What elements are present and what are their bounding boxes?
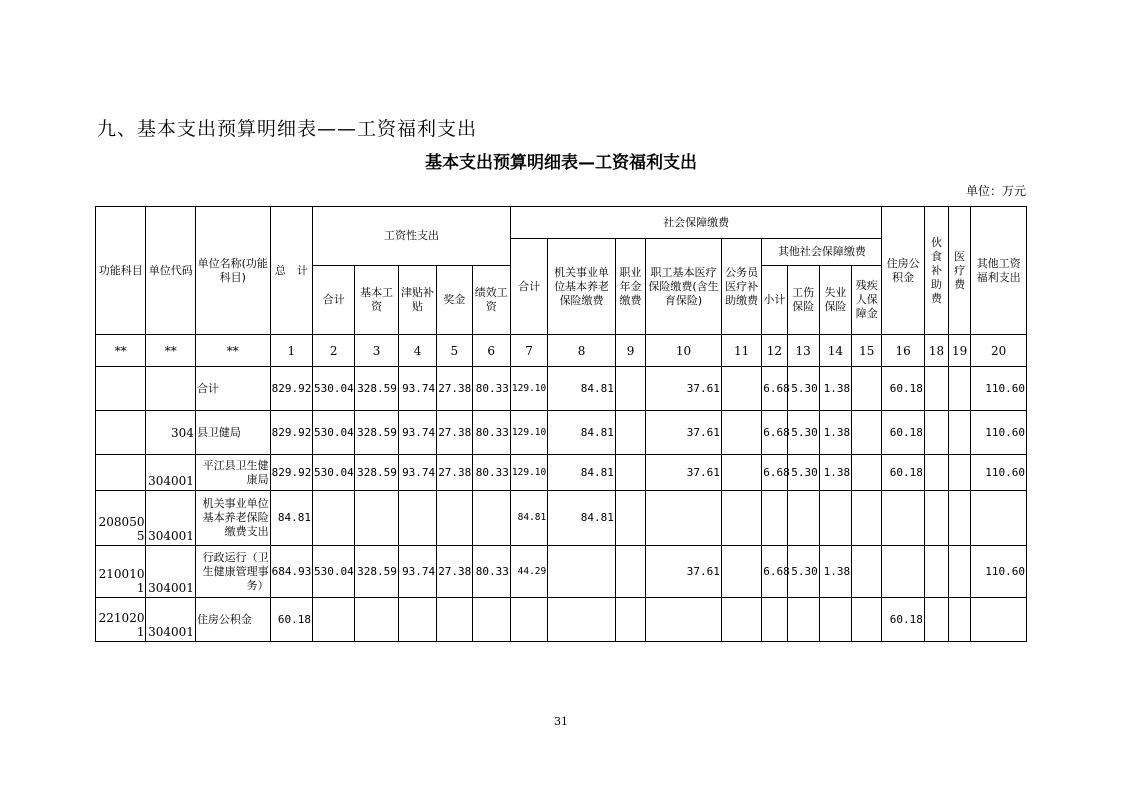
func-subject-cell (96, 455, 146, 491)
value-cell-meal (924, 598, 948, 642)
value-cell-medfee (949, 411, 971, 455)
value-cell-other-sub (762, 598, 787, 642)
value-cell-wage-total: 530.04 (313, 455, 355, 491)
value-cell-basic: 328.59 (355, 411, 398, 455)
value-cell-medfee (949, 367, 971, 411)
index-row (96, 335, 1027, 367)
value-cell-unemp (819, 598, 851, 642)
value-cell-disab (852, 546, 882, 598)
unit-code-cell (146, 367, 195, 411)
value-cell-pension: 84.81 (548, 491, 616, 546)
value-cell-other-sub: 6.68 (762, 546, 787, 598)
value-cell-allowance: 93.74 (398, 546, 436, 598)
value-cell-social-total: 129.10 (510, 411, 547, 455)
value-cell-allowance: 93.74 (398, 411, 436, 455)
value-cell-medfee (949, 598, 971, 642)
value-cell-medical: 37.61 (646, 546, 722, 598)
value-cell-annuity (615, 367, 645, 411)
unit-name-cell: 县卫健局 (195, 411, 270, 455)
value-cell-civil-med (721, 367, 761, 411)
value-cell-civil-med (721, 491, 761, 546)
value-cell-wage-total: 530.04 (313, 411, 355, 455)
value-cell-pension: 84.81 (548, 455, 616, 491)
unit-name-cell: 行政运行（卫生健康管理事务） (195, 546, 270, 598)
value-cell-bonus: 27.38 (437, 411, 472, 455)
unit-code-cell: 304001 (146, 546, 195, 598)
table-row (96, 455, 1027, 491)
value-cell-meal (924, 546, 948, 598)
header-bonus: 奖金 (437, 266, 472, 335)
table-row (96, 491, 1027, 546)
value-cell-housing: 60.18 (882, 367, 924, 411)
table-title: 基本支出预算明细表—工资福利支出 (425, 153, 697, 173)
value-cell-wage-total: 530.04 (313, 367, 355, 411)
value-cell-pension: 84.81 (548, 411, 616, 455)
value-cell-disab (852, 367, 882, 411)
value-cell-injury (787, 598, 819, 642)
value-cell-meal (924, 411, 948, 455)
index-cell: 18 (924, 335, 948, 367)
value-cell-unemp: 1.38 (819, 411, 851, 455)
index-cell: 14 (819, 335, 851, 367)
header-allowance: 津贴补贴 (398, 266, 436, 335)
header-medical: 职工基本医疗保险缴费(含生育保险) (646, 239, 722, 335)
value-cell-total: 60.18 (270, 598, 312, 642)
value-cell-pension (548, 546, 616, 598)
value-cell-meal (924, 455, 948, 491)
value-cell-disab (852, 491, 882, 546)
value-cell-housing: 60.18 (882, 598, 924, 642)
unit-code-cell: 304 (146, 411, 195, 455)
index-cell: 12 (762, 335, 787, 367)
value-cell-pension: 84.81 (548, 367, 616, 411)
value-cell-injury: 5.30 (787, 546, 819, 598)
value-cell-other-welfare (971, 491, 1027, 546)
value-cell-annuity (615, 455, 645, 491)
index-cell: 8 (548, 335, 616, 367)
table-row (96, 411, 1027, 455)
func-subject-cell (96, 367, 146, 411)
value-cell-disab (852, 455, 882, 491)
value-cell-perf (472, 598, 510, 642)
value-cell-annuity (615, 598, 645, 642)
header-unemployment: 失业保险 (819, 266, 851, 335)
value-cell-housing: 60.18 (882, 455, 924, 491)
value-cell-basic: 328.59 (355, 546, 398, 598)
value-cell-civil-med (721, 455, 761, 491)
unit-name-cell: 合计 (195, 367, 270, 411)
index-cell: 16 (882, 335, 924, 367)
unit-label: 单位：万元 (965, 184, 1026, 198)
value-cell-bonus: 27.38 (437, 455, 472, 491)
index-cell: 1 (270, 335, 312, 367)
value-cell-other-sub: 6.68 (762, 367, 787, 411)
value-cell-bonus: 27.38 (437, 546, 472, 598)
value-cell-bonus (437, 598, 472, 642)
value-cell-other-welfare: 110.60 (971, 411, 1027, 455)
value-cell-civil-med (721, 546, 761, 598)
header-pension: 机关事业单位基本养老保险缴费 (548, 239, 616, 335)
value-cell-basic: 328.59 (355, 367, 398, 411)
value-cell-injury: 5.30 (787, 411, 819, 455)
unit-code-cell: 304001 (146, 455, 195, 491)
value-cell-medfee (949, 491, 971, 546)
header-meal-subsidy: 伙食补助费 (924, 207, 948, 335)
value-cell-wage-total (313, 598, 355, 642)
value-cell-social-total: 84.81 (510, 491, 547, 546)
index-cell: 19 (949, 335, 971, 367)
value-cell-meal (924, 491, 948, 546)
value-cell-basic (355, 491, 398, 546)
section-heading: 九、基本支出预算明细表——工资福利支出 (97, 118, 478, 140)
unit-name-cell: 机关事业单位基本养老保险缴费支出 (195, 491, 270, 546)
value-cell-unemp: 1.38 (819, 455, 851, 491)
value-cell-injury (787, 491, 819, 546)
value-cell-disab (852, 598, 882, 642)
header-wage-total: 合计 (313, 266, 355, 335)
value-cell-annuity (615, 491, 645, 546)
value-cell-other-welfare: 110.60 (971, 546, 1027, 598)
header-unit-name: 单位名称(功能科目) (195, 207, 270, 335)
index-cell: 7 (510, 335, 547, 367)
value-cell-pension (548, 598, 616, 642)
value-cell-perf: 80.33 (472, 455, 510, 491)
value-cell-unemp: 1.38 (819, 367, 851, 411)
value-cell-other-welfare (971, 598, 1027, 642)
value-cell-injury: 5.30 (787, 367, 819, 411)
value-cell-total: 829.92 (270, 411, 312, 455)
value-cell-allowance (398, 598, 436, 642)
page-number: 31 (554, 715, 568, 728)
table-row (96, 546, 1027, 598)
func-subject-cell (96, 411, 146, 455)
unit-code-cell: 304001 (146, 491, 195, 546)
value-cell-unemp (819, 491, 851, 546)
value-cell-social-total (510, 598, 547, 642)
index-cell: ** (195, 335, 270, 367)
value-cell-other-sub: 6.68 (762, 411, 787, 455)
value-cell-wage-total (313, 491, 355, 546)
value-cell-perf: 80.33 (472, 411, 510, 455)
value-cell-medical (646, 598, 722, 642)
value-cell-social-total: 44.29 (510, 546, 547, 598)
value-cell-disab (852, 411, 882, 455)
header-medical-fee: 医疗费 (949, 207, 971, 335)
header-civil-medical: 公务员医疗补助缴费 (721, 239, 761, 335)
value-cell-housing: 60.18 (882, 411, 924, 455)
value-cell-allowance: 93.74 (398, 367, 436, 411)
header-housing-fund: 住房公积金 (882, 207, 924, 335)
value-cell-total: 84.81 (270, 491, 312, 546)
unit-name-cell: 住房公积金 (195, 598, 270, 642)
value-cell-medical: 37.61 (646, 411, 722, 455)
header-other-social-group: 其他社会保障缴费 (762, 239, 882, 266)
header-wage-group: 工资性支出 (313, 207, 511, 266)
header-social-group: 社会保障缴费 (510, 207, 882, 239)
index-cell: ** (96, 335, 146, 367)
index-cell: 15 (852, 335, 882, 367)
value-cell-social-total: 129.10 (510, 367, 547, 411)
header-unit-code: 单位代码 (146, 207, 195, 335)
unit-code-cell: 304001 (146, 598, 195, 642)
header-performance-wage: 绩效工资 (472, 266, 510, 335)
value-cell-medical: 37.61 (646, 455, 722, 491)
value-cell-annuity (615, 411, 645, 455)
index-cell: 9 (615, 335, 645, 367)
func-subject-cell: 2210201 (96, 598, 146, 642)
value-cell-perf: 80.33 (472, 546, 510, 598)
header-func-subject: 功能科目 (96, 207, 146, 335)
header-other-subtotal: 小计 (762, 266, 787, 335)
header-other-welfare: 其他工资福利支出 (971, 207, 1027, 335)
index-cell: 2 (313, 335, 355, 367)
value-cell-allowance: 93.74 (398, 455, 436, 491)
index-cell: 11 (721, 335, 761, 367)
value-cell-housing (882, 491, 924, 546)
header-total: 总 计 (270, 207, 312, 335)
value-cell-civil-med (721, 411, 761, 455)
unit-name-cell: 平江县卫生健康局 (195, 455, 270, 491)
value-cell-social-total: 129.10 (510, 455, 547, 491)
header-social-total: 合计 (510, 239, 547, 335)
value-cell-perf (472, 491, 510, 546)
func-subject-cell: 2100101 (96, 546, 146, 598)
value-cell-bonus: 27.38 (437, 367, 472, 411)
value-cell-medical (646, 491, 722, 546)
value-cell-basic: 328.59 (355, 455, 398, 491)
index-cell: 13 (787, 335, 819, 367)
value-cell-civil-med (721, 598, 761, 642)
index-cell: 3 (355, 335, 398, 367)
table-body (96, 367, 1027, 642)
header-basic-wage: 基本工资 (355, 266, 398, 335)
header-disability: 残疾人保障金 (852, 266, 882, 335)
value-cell-injury: 5.30 (787, 455, 819, 491)
value-cell-unemp: 1.38 (819, 546, 851, 598)
value-cell-housing (882, 546, 924, 598)
value-cell-total: 829.92 (270, 367, 312, 411)
value-cell-allowance (398, 491, 436, 546)
value-cell-wage-total: 530.04 (313, 546, 355, 598)
value-cell-total: 684.93 (270, 546, 312, 598)
index-cell: 5 (437, 335, 472, 367)
index-cell: 6 (472, 335, 510, 367)
header-injury: 工伤保险 (787, 266, 819, 335)
value-cell-meal (924, 367, 948, 411)
value-cell-annuity (615, 546, 645, 598)
value-cell-total: 829.92 (270, 455, 312, 491)
value-cell-basic (355, 598, 398, 642)
index-cell: ** (146, 335, 195, 367)
table-row (96, 598, 1027, 642)
value-cell-bonus (437, 491, 472, 546)
value-cell-medfee (949, 455, 971, 491)
header-annuity: 职业年金缴费 (615, 239, 645, 335)
index-cell: 4 (398, 335, 436, 367)
value-cell-medfee (949, 546, 971, 598)
value-cell-other-sub (762, 491, 787, 546)
value-cell-medical: 37.61 (646, 367, 722, 411)
index-cell: 20 (971, 335, 1027, 367)
value-cell-other-sub: 6.68 (762, 455, 787, 491)
index-cell: 10 (646, 335, 722, 367)
table-row (96, 367, 1027, 411)
value-cell-perf: 80.33 (472, 367, 510, 411)
value-cell-other-welfare: 110.60 (971, 367, 1027, 411)
func-subject-cell: 2080505 (96, 491, 146, 546)
value-cell-other-welfare: 110.60 (971, 455, 1027, 491)
budget-table (95, 206, 1027, 642)
